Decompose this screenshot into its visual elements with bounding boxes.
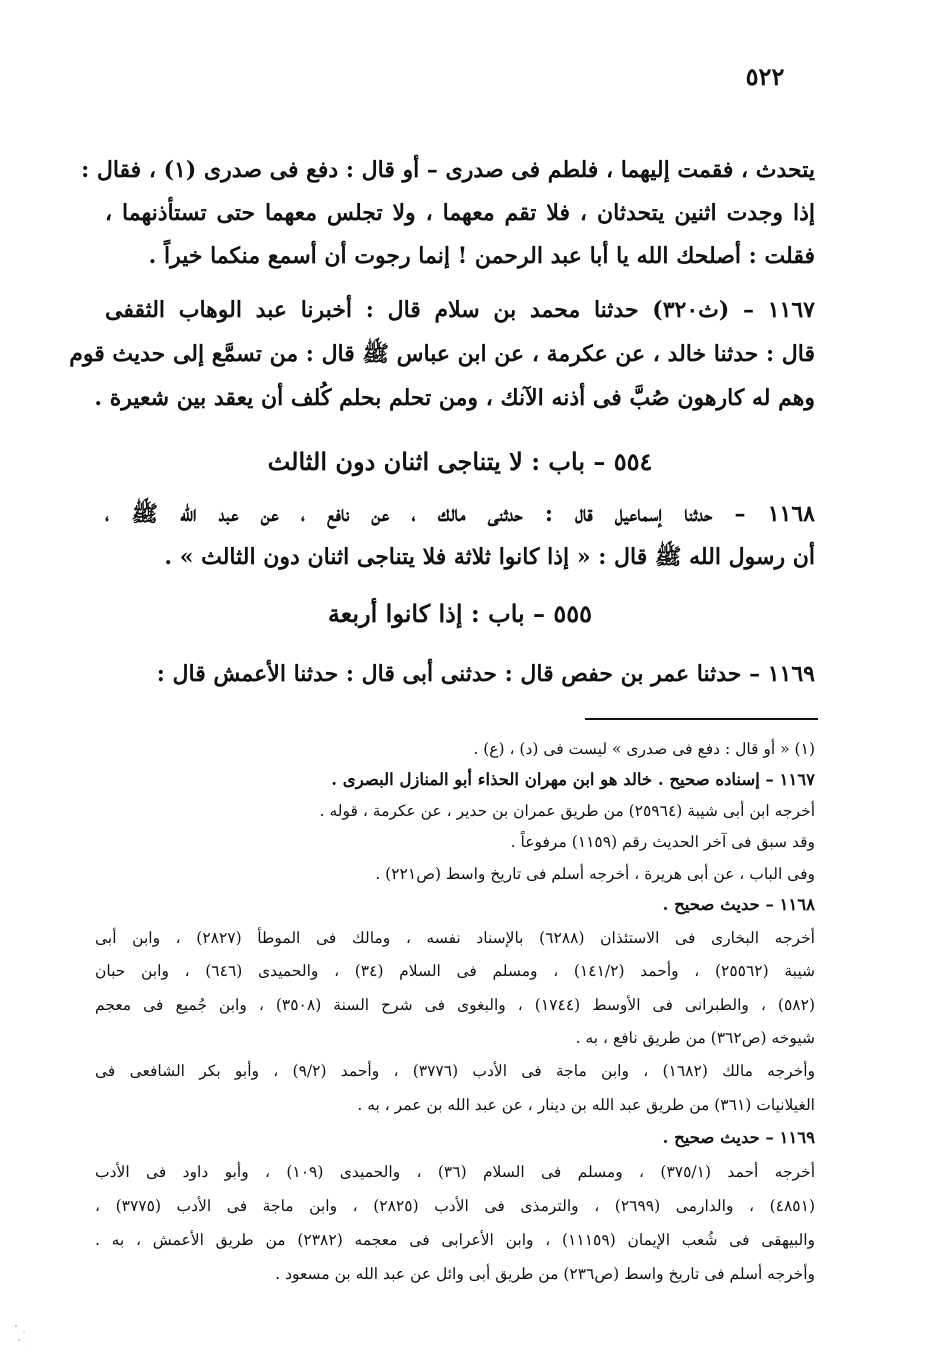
chapter-heading-554: ٥٥٤ – باب : لا يتناجى اثنان دون الثالث: [267, 447, 653, 476]
hadith-1167-line-1: ١١٦٧ – (ث٣٢٠) حدثنا محمد بن سلام قال : أخبرنا عبد الوهاب الثقفى: [105, 297, 815, 323]
footnote-line-17: وأخرجه أسلم فى تاريخ واسط (ص٢٣٦) من طريق أبى وائل عن عبد الله بن مسعود .: [275, 1265, 815, 1283]
main-line-2: إذا وجدت اثنين يتحدثان ، فلا تقم معهما ، ولا تجلس معهما حتى تستأذنهما ،: [105, 200, 815, 226]
hadith-1167-line-2: قال : حدثنا خالد ، عن عكرمة ، عن ابن عباس ﷺ قال : من تسمَّع إلى حديث قوم: [69, 341, 815, 367]
footnote-line-3: أخرجه ابن أبى شيبة (٢٥٩٦٤) من طريق عمران بن حدير ، عن عكرمة ، قوله .: [319, 802, 815, 820]
footnote-line-11: وأخرجه مالك (١٦٨٢) ، وابن ماجة فى الأدب (٣٧٧٦) ، وأحمد (٩/٢) ، وأبو بكر الشافعى فى: [95, 1062, 815, 1080]
main-line-1: يتحدث ، فقمت إليهما ، فلطم فى صدرى – أو قال : دفع فى صدرى (١) ، فقال :: [81, 157, 815, 183]
footnote-line-1: (١) « أو قال : دفع فى صدرى » ليست فى (د) ، (ع) .: [473, 740, 815, 758]
footnote-line-4: وقد سبق فى آخر الحديث رقم (١١٥٩) مرفوعاً .: [510, 833, 815, 851]
main-line-3: فقلت : أصلحك الله يا أبا عبد الرحمن ! إنما رجوت أن أسمع منكما خيراً .: [148, 243, 815, 269]
footnote-line-2: ١١٦٧ – إسناده صحيح . خالد هو ابن مهران الحذاء أبو المنازل البصرى .: [331, 770, 815, 789]
footnote-line-14: أخرجه أحمد (٣٧٥/١) ، ومسلم فى السلام (٣٦) ، والحميدى (١٠٩) ، وأبو داود فى الأدب: [95, 1163, 815, 1181]
footnote-line-6: ١١٦٨ – حديث صحيح .: [662, 895, 815, 914]
footnote-line-12: الغيلانيات (٣٦١) من طريق عبد الله بن دينار ، عن عبد الله بن عمر ، به .: [357, 1096, 815, 1114]
page-number: ٥٢٢: [745, 62, 785, 91]
hadith-1168-line-2: أن رسول الله ﷺ قال : « إذا كانوا ثلاثة فلا يتناجى اثنان دون الثالث » .: [164, 544, 815, 570]
footnote-line-13: ١١٦٩ – حديث صحيح .: [662, 1128, 815, 1147]
footnote-line-9: (٥٨٢) ، والطبرانى فى الأوسط (١٧٤٤) ، والبغوى فى شرح السنة (٣٥٠٨) ، وابن جُميع فى معجم: [95, 996, 815, 1014]
footnote-line-8: شيبة (٢٥٥٦٢) ، وأحمد (١٤١/٢) ، ومسلم فى السلام (٣٤) ، والحميدى (٦٤٦) ، وابن حبان: [95, 962, 815, 980]
footnote-line-5: وفى الباب ، عن أبى هريرة ، أخرجه أسلم فى تاريخ واسط (ص٢٢١) .: [375, 865, 815, 883]
footnote-line-10: شيوخه (ص٣٦٢) من طريق نافع ، به .: [575, 1029, 815, 1047]
footnote-separator: [585, 718, 818, 720]
chapter-heading-555: ٥٥٥ – باب : إذا كانوا أربعة: [327, 599, 593, 628]
hadith-1167-line-3: وهم له كارهون صُبَّ فى أذنه الآنك ، ومن تحلم بحلم كُلف أن يعقد بين شعيرة .: [94, 385, 815, 411]
footnote-line-7: أخرجه البخارى فى الاستئذان (٦٢٨٨) بالإسناد نفسه ، ومالك فى الموطأ (٢٨٢٧) ، وابن أبى: [95, 929, 815, 947]
scan-specks: [10, 1320, 40, 1350]
footnote-line-15: (٤٨٥١) ، والدارمى (٢٦٩٩) ، والترمذى فى الأدب (٢٨٢٥) ، وابن ماجة فى الأدب (٣٧٧٥) ،: [95, 1197, 815, 1215]
hadith-1169-line-1: ١١٦٩ – حدثنا عمر بن حفص قال : حدثنى أبى قال : حدثنا الأعمش قال :: [156, 661, 815, 687]
footnote-line-16: والبيهقى فى شُعب الإيمان (١١١٥٩) ، وابن الأعرابى فى معجمه (٢٣٨٢) من طريق الأعمش ، به .: [95, 1231, 816, 1249]
hadith-1168-line-1: ١١٦٨ – حدثنا إسماعيل قال : حدثنى مالك ، عن نافع ، عن عبد الله ﷺ ،: [105, 501, 815, 527]
